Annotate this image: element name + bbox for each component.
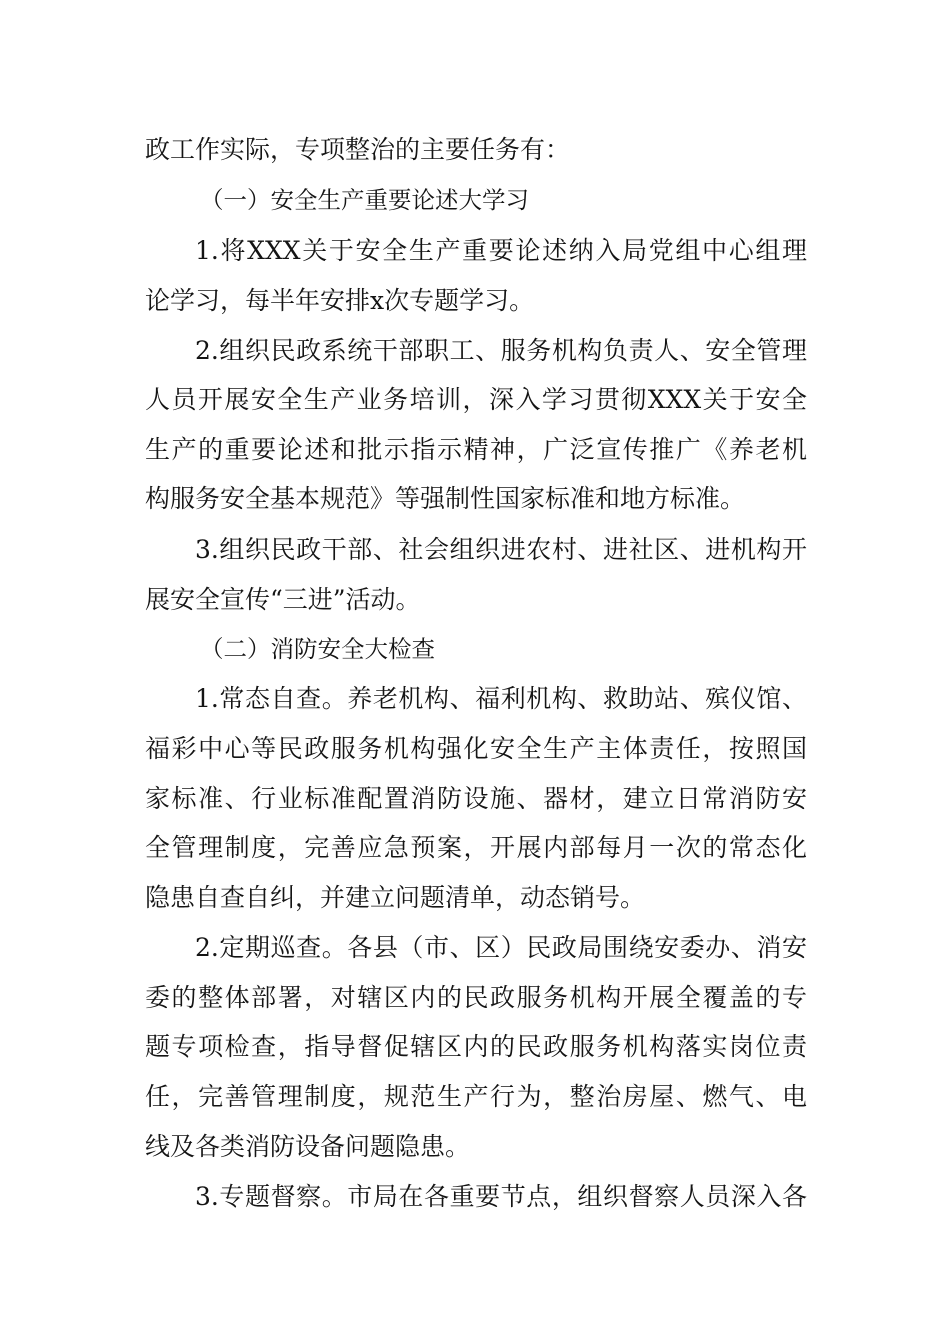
text-line: 福彩中心等民政服务机构强化安全生产主体责任，按照国 xyxy=(145,734,807,763)
section-heading: （二）消防安全大检查 xyxy=(200,635,435,663)
text-line: 2.组织民政系统干部职工、服务机构负责人、安全管理 xyxy=(195,336,807,365)
text-line: 题专项检查，指导督促辖区内的民政服务机构落实岗位责 xyxy=(145,1032,807,1061)
text-line: 1.将XXX关于安全生产重要论述纳入局党组中心组理 xyxy=(195,236,807,265)
text-line: 任，完善管理制度，规范生产行为，整治房屋、燃气、电 xyxy=(145,1082,807,1111)
text-line: 线及各类消防设备问题隐患。 xyxy=(145,1132,471,1161)
text-line: 展安全宣传“三进”活动。 xyxy=(145,585,421,614)
text-line: 1.常态自查。养老机构、福利机构、救助站、殡仪馆、 xyxy=(195,684,807,713)
text-line: 生产的重要论述和批示指示精神，广泛宣传推广《养老机 xyxy=(145,435,807,464)
text-line: 隐患自查自纠，并建立问题清单，动态销号。 xyxy=(145,883,646,912)
text-line: 家标准、行业标准配置消防设施、器材，建立日常消防安 xyxy=(145,784,807,813)
text-line: 构服务安全基本规范》等强制性国家标准和地方标准。 xyxy=(145,484,746,513)
text-line: 人员开展安全生产业务培训，深入学习贯彻XXX关于安全 xyxy=(145,385,807,414)
text-line: 全管理制度，完善应急预案，开展内部每月一次的常态化 xyxy=(145,833,807,862)
text-line: 3.专题督察。市局在各重要节点，组织督察人员深入各 xyxy=(195,1182,807,1211)
text-line: 3.组织民政干部、社会组织进农村、进社区、进机构开 xyxy=(195,535,807,564)
text-line: 政工作实际，专项整治的主要任务有： xyxy=(145,135,571,164)
section-heading: （一）安全生产重要论述大学习 xyxy=(200,186,529,214)
text-line: 委的整体部署，对辖区内的民政服务机构开展全覆盖的专 xyxy=(145,983,807,1012)
text-line: 2.定期巡查。各县（市、区）民政局围绕安委办、消安 xyxy=(195,933,807,962)
text-line: 论学习，每半年安排x次专题学习。 xyxy=(145,286,535,315)
